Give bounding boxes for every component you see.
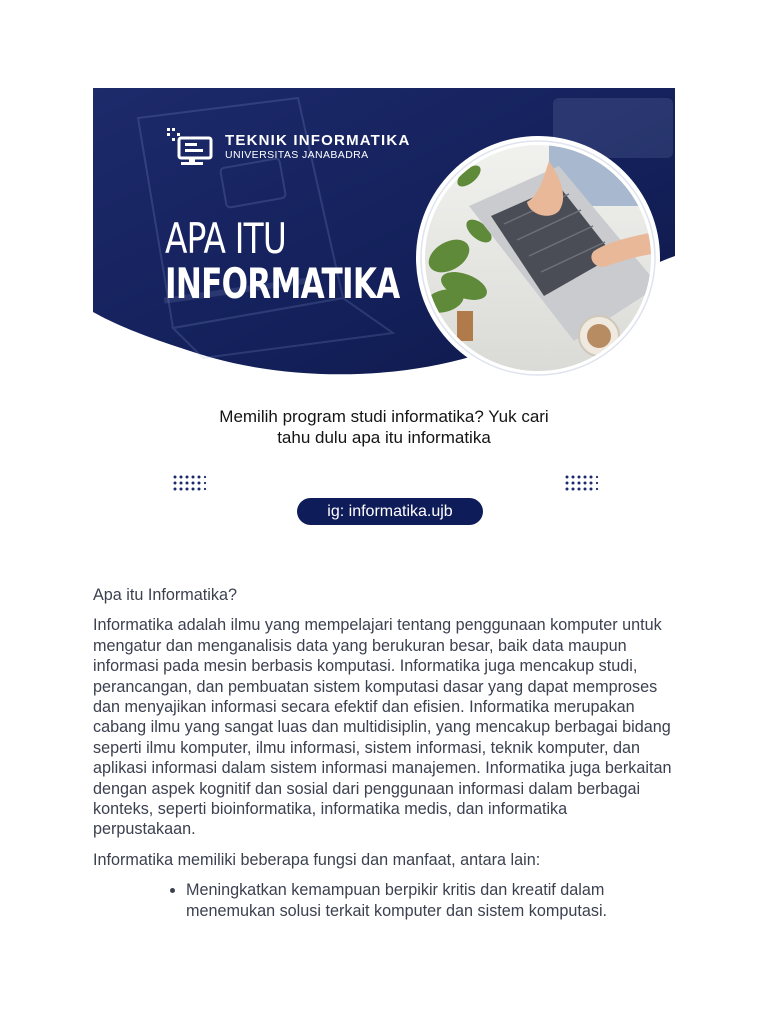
laptop-typing-photo: [409, 136, 667, 380]
brand-logo: [165, 126, 410, 168]
dot-grid-decoration-right: [564, 474, 598, 492]
hero-banner: [93, 88, 675, 380]
headline-line-2: INFORMATIKA: [165, 259, 400, 308]
tagline-line-1: Memilih program studi informatika? Yuk cari: [219, 407, 549, 426]
article-paragraph-2: Informatika memiliki beberapa fungsi dan manfaat, antara lain:: [93, 850, 541, 869]
logo-title: TEKNIK INFORMATIKA: [225, 132, 411, 149]
logo-subtitle: UNIVERSITAS JANABADRA: [225, 149, 369, 161]
dot-grid-decoration-left: [172, 474, 206, 492]
computer-logo-icon: [165, 126, 217, 168]
article-body: [93, 585, 673, 921]
promo-tagline: [184, 406, 584, 448]
list-item: • Meningkatkan kemampuan berpikir kritis dan kreatif dalam menemukan solusi terkait komputer dan sistem komputasi.: [186, 880, 673, 921]
instagram-handle-badge[interactable]: ig: informatika.ujb: [297, 498, 483, 525]
headline-line-1: APA ITU: [165, 214, 287, 263]
tagline-line-2: tahu dulu apa itu informatika: [277, 428, 491, 447]
benefits-list: [93, 880, 673, 921]
article-heading: Apa itu Informatika?: [93, 586, 237, 604]
article-paragraph-1: Informatika adalah ilmu yang mempelajari tentang penggunaan komputer untuk mengatur dan menganalisis data yang berukuran besar, baik data maupun informasi pada mesin berbasis komputasi. Informatika juga mencakup studi, perancangan, dan pembuatan sistem komputasi dasar yang dapat memproses dan menyajikan informasi secara efektif dan efisien. Informatika merupakan cabang ilmu yang sangat luas dan multidisiplin, yang mencakup berbagai bidang seperti ilmu komputer, ilmu informasi, sistem informasi, teknik komputer, dan aplikasi informasi dalam sistem informasi manajemen. Informatika juga berkaitan dengan aspek kognitif dan sosial dari penggunaan informasi dalam berbagai konteks, seperti bioinformatika, informatika medis, dan informatika perpustakaan.: [93, 616, 672, 839]
